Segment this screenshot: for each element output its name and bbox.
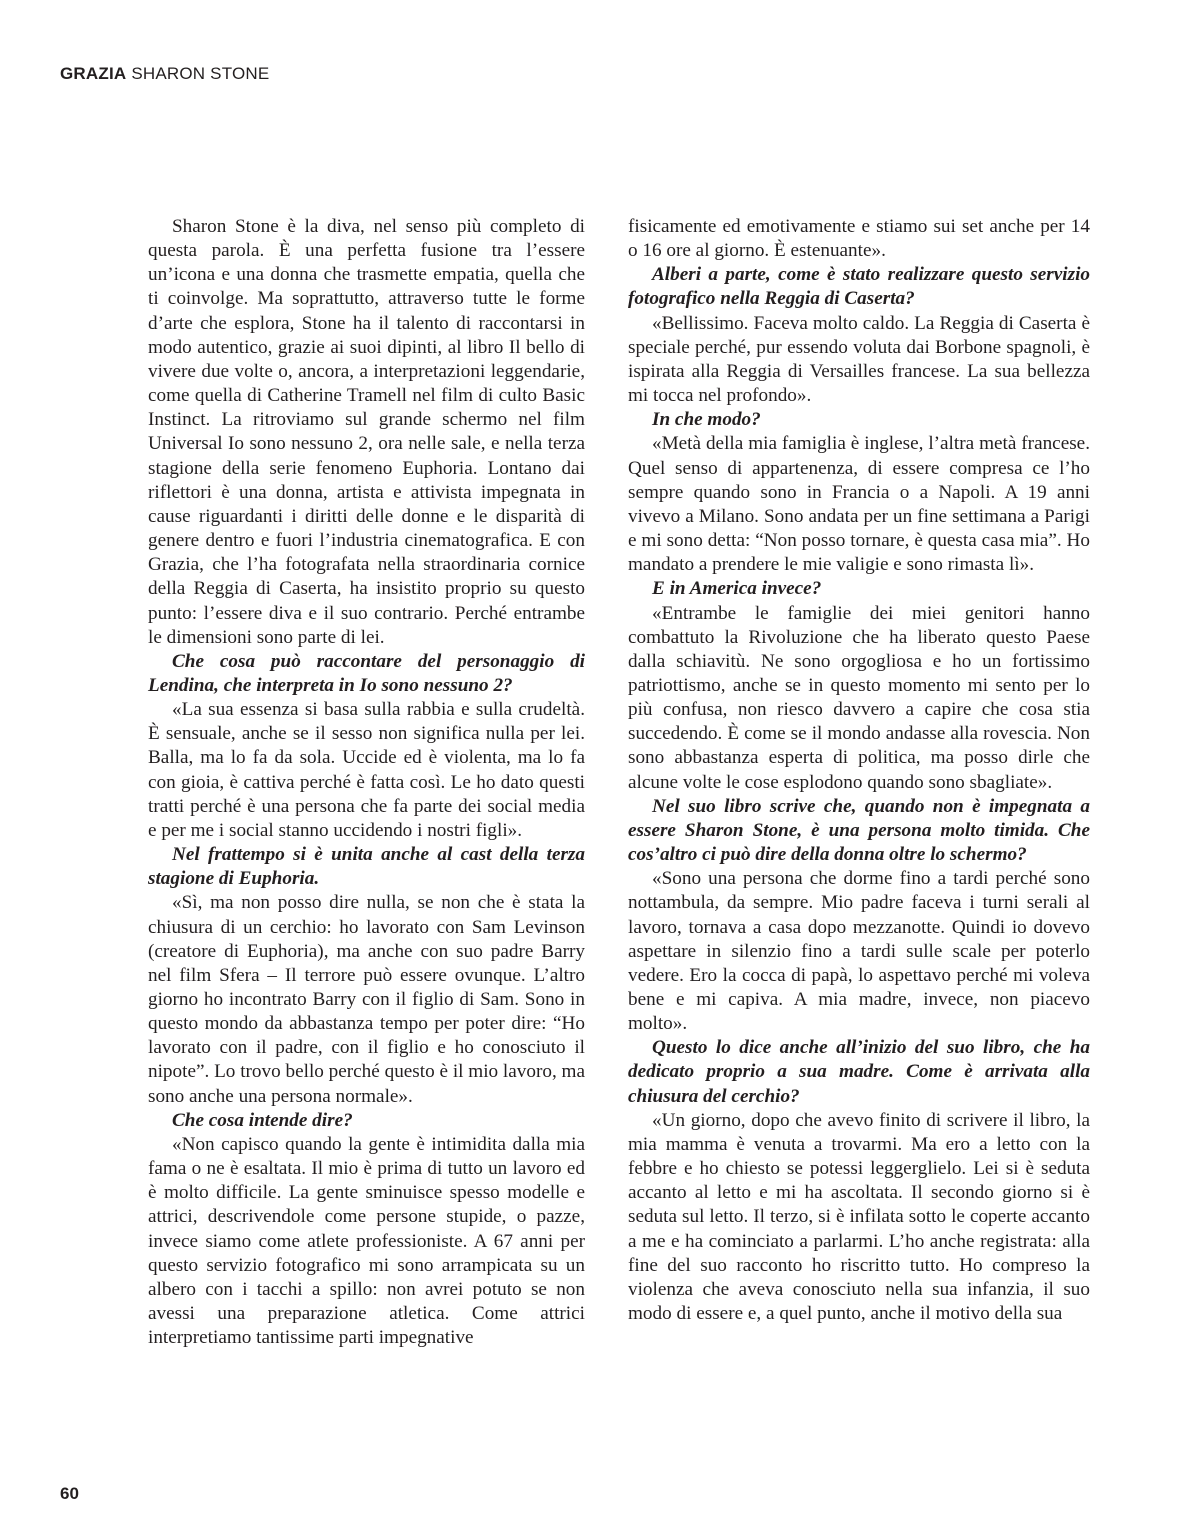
interview-answer: «Metà della mia famiglia è inglese, l’altra metà francese. Quel senso di appartenenza, di essere compresa ce l’ho sempre quando sono in Francia o a Napoli. A 19 anni vivevo a Milano. Sono andata per un fine settimana a Parigi e mi sono detta: “Non posso tornare, è questa casa mia”. Ho mandato a prendere le mie valigie e sono rimasta lì». bbox=[628, 433, 1090, 576]
interview-question: Nel suo libro scrive che, quando non è impegnata a essere Sharon Stone, è una persona molto timida. Che cos’altro ci può dire della donna oltre lo schermo? bbox=[628, 795, 1090, 866]
article-subject: SHARON STONE bbox=[131, 64, 270, 83]
running-header bbox=[60, 64, 269, 84]
interview-answer: «Sì, ma non posso dire nulla, se non che è stata la chiusura di un cerchio: ho lavorato con Sam Levinson (creatore di Euphoria), ma anche con suo padre Barry nel film Sfera – Il terrore può essere ovunque. L’altro giorno ho incontrato Barry con il figlio di Sam. Sono in questo mondo da abbastanza tempo per poter dire: “Ho lavorato con il padre, con il figlio e ho conosciuto il nipote”. Lo trovo bello perché questo è il mio lavoro, ma sono anche una persona normale». bbox=[148, 892, 585, 1107]
interview-answer: «Entrambe le famiglie dei miei genitori hanno combattuto la Rivoluzione che ha liberato questo Paese dalla schiavitù. Ne sono orgogliosa e ho un fortissimo patriottismo, anche se in questo momento mi sento per lo più confusa, non riesco davvero a capire che cosa stia succedendo. È come se il mondo andasse alla rovescia. Non sono abbastanza esperta di politica, ma posso dirle che alcune volte le cose esplodono quando sono sbagliate». bbox=[628, 602, 1090, 793]
interview-question: Che cosa può raccontare del personaggio di Lendina, che interpreta in Io sono nessuno 2? bbox=[148, 650, 585, 696]
interview-question: Che cosa intende dire? bbox=[172, 1109, 353, 1131]
interview-question: E in America invece? bbox=[652, 578, 822, 600]
interview-answer: «Un giorno, dopo che avevo finito di scrivere il libro, la mia mamma è venuta a trovarmi. Ma ero a letto con la febbre e ho chiesto se potessi leggerglielo. Lei si è seduta accanto al letto e mi ha ascoltata. Il secondo giorno si è seduta sul letto. Il terzo, si è infilata sotto le coperte accanto a me e ha cominciato a parlarmi. L’ho anche registrata: alla fine del suo racconto ho riscritto tutto. Ho compreso la violenza che aveva conosciuto nella sua infanzia, il suo modo di essere e, a quel punto, anche il motivo della sua bbox=[628, 1109, 1090, 1325]
continued-answer: fisicamente ed emotivamente e stiamo sui set anche per 14 o 16 ore al giorno. È estenuante». bbox=[628, 216, 1090, 262]
interview-question: Questo lo dice anche all’inizio del suo libro, che ha dedicato proprio a sua madre. Come è arrivata alla chiusura del cerchio? bbox=[628, 1037, 1090, 1107]
interview-answer: «La sua essenza si basa sulla rabbia e sulla crudeltà. È sensuale, anche se il sesso non significa nulla per lei. Balla, ma lo fa da sola. Uccide ed è violenta, ma lo fa con gioia, è cattiva perché è fatta così. Le ho dato questi tratti perché è una persona che fa parte dei social media e per me i social stanno uccidendo i nostri figli». bbox=[148, 699, 585, 841]
magazine-name: GRAZIA bbox=[60, 64, 127, 83]
page-number: 60 bbox=[60, 1484, 79, 1503]
lead-paragraph: Sharon Stone è la diva, nel senso più completo di questa parola. È una perfetta fusione tra l’essere un’icona e una donna che trasmette empatia, quella che ti coinvolge. Ma soprattutto, attraverso tutte le forme d’arte che esplora, Stone ha il talento di raccontarsi in modo autentico, grazie ai suoi dipinti, al libro Il bello di vivere due volte o, ancora, a interpretazioni leggendarie, come quella di Catherine Tramell nel film di culto Basic Instinct. La ritroviamo sul grande schermo nel film Universal Io sono nessuno 2, ora nelle sale, e nella terza stagione della serie fenomeno Euphoria. Lontano dai riflettori è una donna, artista e attivista impegnata in cause riguardanti i diritti delle donne e le disparità di genere dentro e fuori l’industria cinematografica. E con Grazia, che l’ha fotografata nella straordinaria cornice della Reggia di Caserta, ha insistito proprio su questo punto: l’essere diva e il suo contrario. Perché entrambe le dimensioni sono parte di lei. bbox=[148, 216, 585, 648]
interview-question: Alberi a parte, come è stato realizzare questo servizio fotografico nella Reggia di Caserta? bbox=[628, 264, 1090, 310]
interview-question: Nel frattempo si è unita anche al cast della terza stagione di Euphoria. bbox=[148, 844, 585, 890]
interview-answer: «Bellissimo. Faceva molto caldo. La Reggia di Caserta è speciale perché, pur essendo voluta dai Borbone spagnoli, è ispirata alla Reggia di Versailles francese. La sua bellezza mi tocca nel profondo». bbox=[628, 312, 1090, 407]
interview-question: In che modo? bbox=[652, 409, 761, 431]
interview-answer: «Sono una persona che dorme fino a tardi perché sono nottambula, da sempre. Mio padre faceva i turni serali al lavoro, tornava a casa dopo mezzanotte. Quindi io dovevo aspettare in silenzio fino a tardi sulle scale per poterlo vedere. Ero la cocca di papà, lo aspettavo perché mi voleva bene e mi capiva. A mia madre, invece, non piacevo molto». bbox=[628, 868, 1090, 1035]
interview-answer: «Non capisco quando la gente è intimidita dalla mia fama o ne è esaltata. Il mio è prima di tutto un lavoro ed è molto difficile. La gente sminuisce spesso modelle e attrici, descrivendole come persone stupide, o pazze, invece siamo come atlete professioniste. A 67 anni per questo servizio fotografico mi sono arrampicata su un albero con i tacchi a spillo: non avrei potuto se non avessi una preparazione atletica. Come attrici interpretiamo tantissime parti impegnative bbox=[148, 1133, 585, 1349]
right-column bbox=[628, 215, 1090, 1326]
left-column bbox=[148, 215, 585, 1350]
